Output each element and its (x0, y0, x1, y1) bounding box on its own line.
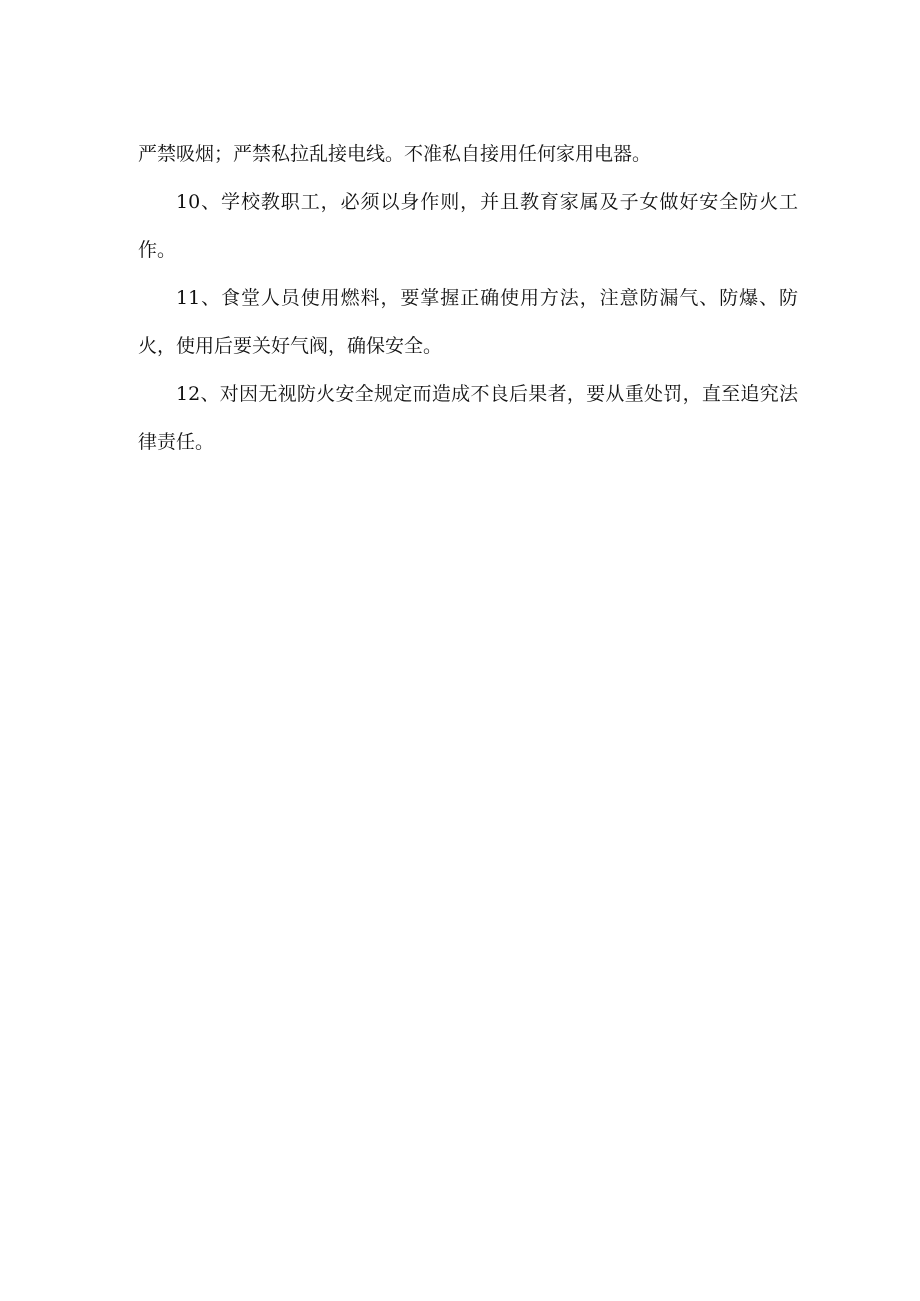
paragraph-item-10: 10、学校教职工，必须以身作则，并且教育家属及子女做好安全防火工作。 (138, 191, 798, 261)
paragraph-item-11: 11、食堂人员使用燃料，要掌握正确使用方法，注意防漏气、防爆、防火，使用后要关好气阀，确保安全。 (138, 287, 798, 357)
paragraph-continued: 严禁吸烟；严禁私拉乱接电线。不准私自接用任何家用电器。 (138, 143, 652, 165)
paragraph-item-12: 12、对因无视防火安全规定而造成不良后果者，要从重处罚，直至追究法律责任。 (138, 383, 798, 453)
document-body (138, 130, 798, 466)
